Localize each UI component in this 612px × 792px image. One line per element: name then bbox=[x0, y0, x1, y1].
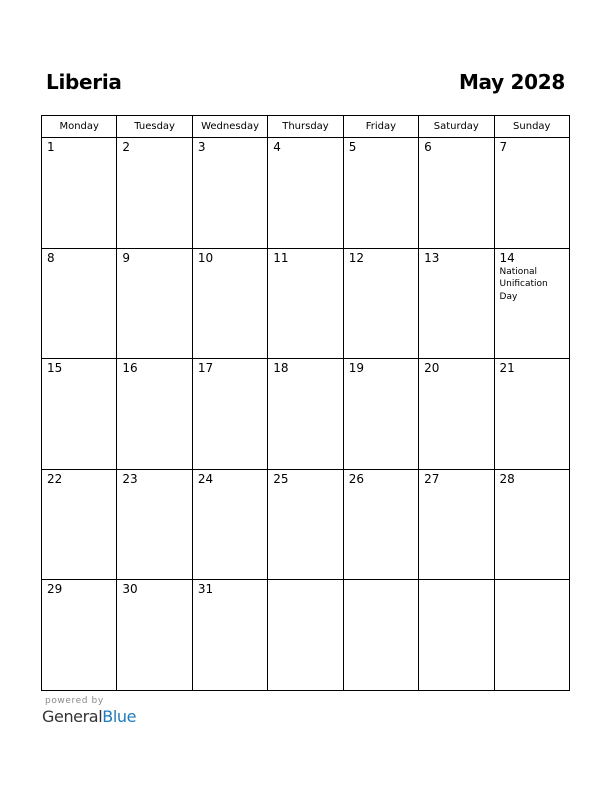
day-cell bbox=[42, 359, 117, 470]
day-cell bbox=[419, 469, 494, 580]
week-row bbox=[42, 469, 570, 580]
day-number: 23 bbox=[122, 471, 138, 486]
weekday-header: Wednesday bbox=[192, 116, 267, 138]
day-cell bbox=[192, 469, 267, 580]
day-number: 18 bbox=[273, 361, 289, 375]
week-row bbox=[42, 138, 570, 249]
day-cell bbox=[42, 580, 117, 691]
day-number: 12 bbox=[348, 250, 364, 265]
day-number: 4 bbox=[273, 140, 281, 154]
day-number: 7 bbox=[499, 140, 508, 154]
day-cell bbox=[343, 469, 418, 580]
week-row bbox=[42, 580, 570, 691]
day-number: 1 bbox=[47, 140, 55, 154]
day-number: 19 bbox=[348, 361, 364, 375]
day-number: 27 bbox=[424, 471, 440, 486]
day-cell bbox=[117, 359, 192, 470]
day-number: 15 bbox=[47, 361, 63, 375]
day-number: 9 bbox=[122, 250, 131, 265]
day-cell bbox=[268, 359, 343, 470]
calendar-grid bbox=[41, 115, 570, 691]
day-cell bbox=[268, 580, 343, 691]
weekday-header: Thursday bbox=[268, 116, 343, 138]
weekday-header: Tuesday bbox=[117, 116, 192, 138]
day-cell bbox=[192, 359, 267, 470]
day-cell bbox=[494, 469, 569, 580]
day-cell bbox=[343, 138, 418, 249]
day-cell bbox=[343, 359, 418, 470]
month-year-title: May 2028 bbox=[458, 70, 565, 94]
brand-general: General bbox=[42, 707, 103, 726]
day-cell bbox=[343, 248, 418, 359]
day-cell bbox=[117, 248, 192, 359]
day-cell bbox=[42, 248, 117, 359]
day-number: 31 bbox=[197, 582, 214, 596]
brand-logo[interactable] bbox=[42, 707, 136, 726]
week-row bbox=[42, 359, 570, 470]
day-cell bbox=[117, 138, 192, 249]
day-number: 3 bbox=[197, 140, 206, 154]
day-cell bbox=[42, 469, 117, 580]
day-cell bbox=[494, 580, 569, 691]
day-number: 16 bbox=[122, 361, 138, 375]
day-number: 8 bbox=[47, 250, 55, 265]
weekday-header-row bbox=[42, 116, 570, 138]
footer-branding bbox=[42, 696, 136, 726]
weekday-header: Friday bbox=[343, 116, 418, 138]
day-number: 22 bbox=[47, 471, 63, 486]
day-number: 28 bbox=[499, 471, 515, 486]
day-cell bbox=[343, 580, 418, 691]
day-cell bbox=[419, 138, 494, 249]
day-cell bbox=[192, 580, 267, 691]
day-number: 6 bbox=[424, 140, 432, 154]
day-number: 29 bbox=[47, 582, 63, 596]
day-cell bbox=[419, 359, 494, 470]
weekday-header: Sunday bbox=[494, 116, 569, 138]
day-number: 5 bbox=[348, 140, 357, 154]
country-title: Liberia bbox=[46, 70, 122, 94]
day-number: 11 bbox=[273, 250, 289, 265]
day-cell bbox=[268, 248, 343, 359]
day-cell bbox=[494, 359, 569, 470]
day-cell bbox=[419, 248, 494, 359]
day-number: 25 bbox=[273, 471, 289, 486]
day-cell bbox=[117, 469, 192, 580]
day-number: 24 bbox=[197, 471, 214, 486]
day-number: 13 bbox=[424, 250, 440, 265]
day-number: 10 bbox=[197, 250, 214, 265]
day-cell bbox=[268, 469, 343, 580]
weekday-header: Saturday bbox=[419, 116, 494, 138]
day-cell bbox=[192, 248, 267, 359]
week-row bbox=[42, 248, 570, 359]
day-cell bbox=[192, 138, 267, 249]
weekday-header: Monday bbox=[42, 116, 117, 138]
day-number: 21 bbox=[499, 361, 515, 375]
day-cell bbox=[419, 580, 494, 691]
day-cell bbox=[268, 138, 343, 249]
day-number: 30 bbox=[122, 582, 138, 596]
day-number: 26 bbox=[348, 471, 364, 486]
day-number: 20 bbox=[424, 361, 440, 375]
brand-blue: Blue bbox=[102, 707, 137, 726]
day-number: 17 bbox=[197, 361, 214, 375]
day-cell bbox=[117, 580, 192, 691]
day-number: 14 bbox=[499, 250, 515, 265]
day-cell bbox=[494, 138, 569, 249]
day-number: 2 bbox=[122, 140, 131, 154]
powered-by-text: powered by bbox=[45, 696, 104, 706]
day-cell bbox=[42, 138, 117, 249]
day-cell bbox=[494, 248, 569, 359]
holiday-label: National Unification Day bbox=[499, 266, 548, 302]
